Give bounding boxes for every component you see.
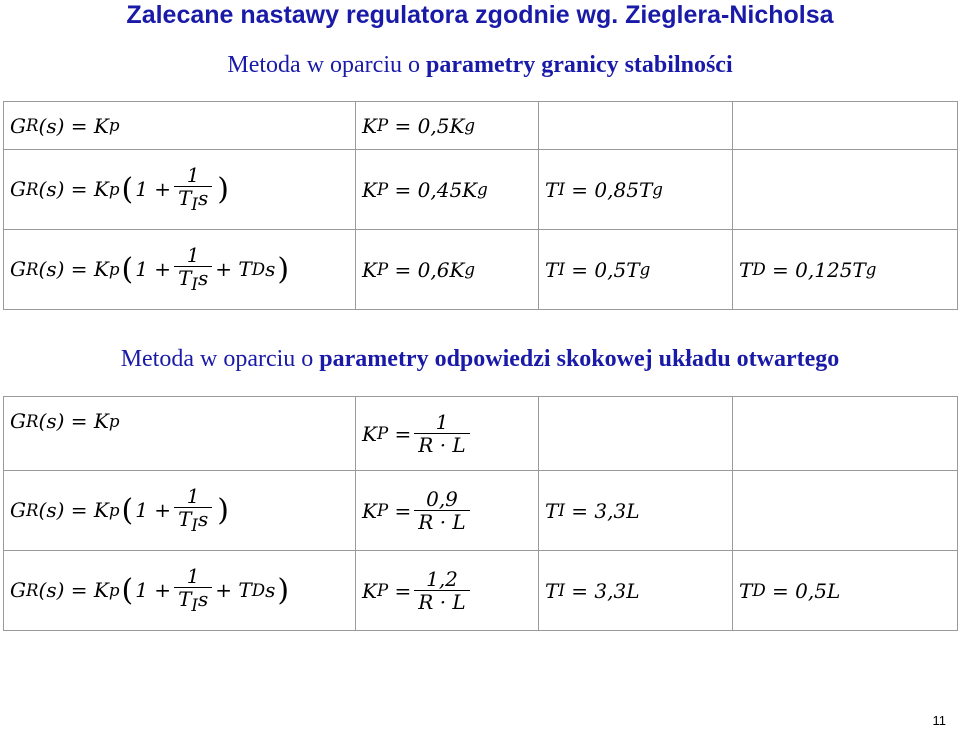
page-number: 11 bbox=[932, 713, 946, 728]
controller-p-formula: G R (s) = K p bbox=[10, 409, 120, 433]
controller-pid-cell bbox=[4, 230, 356, 310]
table-row bbox=[4, 230, 958, 310]
controller-pi-cell bbox=[4, 471, 356, 551]
ti-cell: T I = 0,5T g bbox=[539, 230, 733, 310]
section2-heading-plain: Metoda w oparciu o bbox=[120, 346, 320, 372]
page-title: Zalecane nastawy regulatora zgodnie wg. Zieglera-Nicholsa bbox=[126, 1, 834, 29]
table-row bbox=[4, 551, 958, 631]
kp-numerator: 0,9 bbox=[426, 487, 458, 511]
ti-cell bbox=[539, 102, 733, 150]
controller-p-cell bbox=[4, 102, 356, 150]
td-cell: T D = 0,5L bbox=[733, 551, 958, 631]
section1-heading bbox=[0, 52, 960, 79]
controller-pi-cell bbox=[4, 150, 356, 230]
section1-heading-plain: Metoda w oparciu o bbox=[227, 52, 426, 78]
controller-p-formula: G R (s) = K p bbox=[10, 113, 120, 138]
ti-cell bbox=[539, 397, 733, 471]
table-row bbox=[4, 471, 958, 551]
kp-denominator: R · L bbox=[414, 510, 469, 533]
table-row bbox=[4, 397, 958, 471]
ti-cell: T I = 3,3L bbox=[539, 471, 733, 551]
section2-heading-bold: parametry odpowiedzi skokowej układu otwartego bbox=[319, 346, 840, 372]
section1-heading-bold: parametry granicy stabilności bbox=[425, 52, 733, 78]
kp-cell: K P = $\frac{1,2}{R \cdot L}$ bbox=[356, 551, 539, 631]
kp-cell: K P = 0,5K g bbox=[356, 102, 539, 150]
table-row bbox=[4, 150, 958, 230]
kp-cell: K P = $\frac{0,9}{R \cdot L}$ bbox=[356, 471, 539, 551]
kp-denominator: R · L bbox=[414, 590, 469, 613]
kp-cell: K P = $\frac{1}{R \cdot L}$ bbox=[356, 397, 539, 471]
kp-cell: K P = 0,6K g bbox=[356, 230, 539, 310]
section2-heading bbox=[0, 346, 960, 373]
kp-denominator: R · L bbox=[414, 433, 469, 456]
ti-cell: T I = 0,85T g bbox=[539, 150, 733, 230]
ti-cell: T I = 3,3L bbox=[539, 551, 733, 631]
td-cell bbox=[733, 150, 958, 230]
step-response-table bbox=[3, 396, 958, 631]
td-cell bbox=[733, 102, 958, 150]
controller-pi-formula: G R (s) = K p ( 1 + $\frac{1}{T_Is}$ ) bbox=[10, 163, 229, 215]
kp-numerator: 1 bbox=[435, 410, 449, 434]
td-cell bbox=[733, 397, 958, 471]
controller-p-cell bbox=[4, 397, 356, 471]
controller-pi-formula: G R (s) = K p ( 1 + $\frac{1}{T_Is}$ ) bbox=[10, 484, 229, 536]
controller-pid-cell bbox=[4, 551, 356, 631]
kp-cell: K P = 0,45K g bbox=[356, 150, 539, 230]
kp-numerator: 1,2 bbox=[426, 567, 458, 591]
controller-pid-formula: G R (s) = K p ( 1 + $\frac{1}{T_Is}$ + T D s ) bbox=[10, 243, 290, 295]
stability-limit-table bbox=[3, 101, 958, 310]
table-row bbox=[4, 102, 958, 150]
controller-pid-formula: G R (s) = K p ( 1 + $\frac{1}{T_Is}$ + T D s ) bbox=[10, 564, 290, 616]
td-cell bbox=[733, 471, 958, 551]
td-cell: T D = 0,125T g bbox=[733, 230, 958, 310]
